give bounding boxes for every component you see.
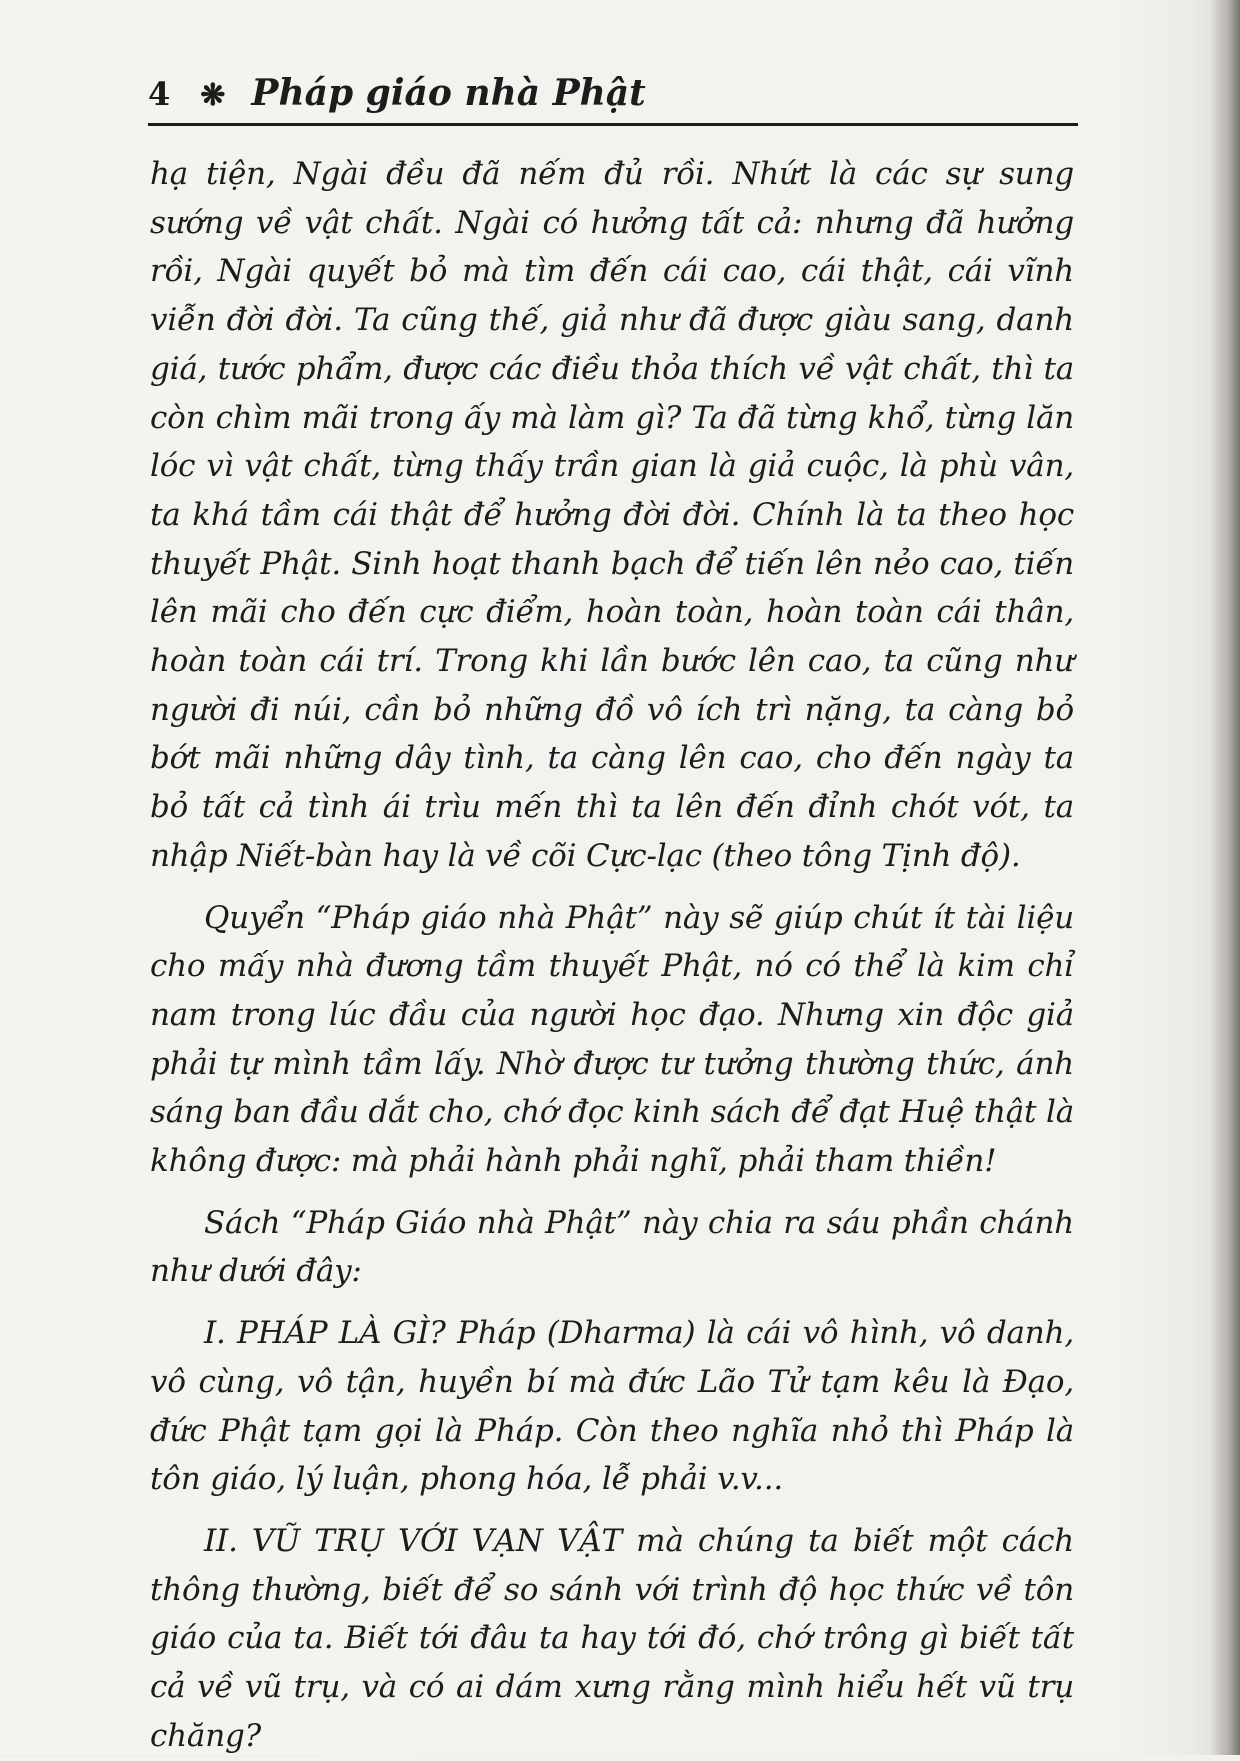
paragraph-continuation: hạ tiện, Ngài đều đã nếm đủ rồi. Nhứt là các sự sung sướng về vật chất. Ngài có hưởng tất cả: nhưng đã hưởng rồi, Ngài quyết bỏ mà tìm đến cái cao, cái thật, cái vĩnh viễn đời đời. Ta cũng thế, giả như đã được giàu sang, danh giá, tước phẩm, được các điều thỏa thích về vật chất, thì ta còn chìm mãi trong ấy mà làm gì? Ta đã từng khổ, từng lăn lóc vì vật chất, từng thấy trần gian là giả cuộc, là phù vân, ta khá tầm cái thật để hưởng đời đời. Chính là ta theo học thuyết Phật. Sinh hoạt thanh bạch để tiến lên nẻo cao, tiến lên mãi cho đến cực điểm, hoàn toàn, hoàn toàn cái thân, hoàn toàn cái trí. Trong khi lần bước lên cao, ta cũng như người đi núi, cần bỏ những đồ vô ích trì nặng, ta càng bỏ bớt mãi những dây tình, ta càng lên cao, cho đến ngày ta bỏ tất cả tình ái trìu mến thì ta lên đến đỉnh chót vót, ta nhập Niết-bàn hay là về cõi Cực-lạc (theo tông Tịnh độ). xyxy=(150,156,1074,874)
paragraph-part-two: II. VŨ TRỤ VỚI VẠN VẬT mà chúng ta biết một cách thông thường, biết để so sánh với trình độ học thức về tôn giáo của ta. Biết tới đâu ta hay tới đó, chớ trông gì biết tất cả về vũ trụ, và có ai dám xưng rằng mình hiểu hết vũ trụ chăng? xyxy=(150,1522,1074,1754)
running-head xyxy=(148,72,1078,122)
book-title: Pháp giáo nhà Phật xyxy=(251,72,646,114)
paragraph-part-one: I. PHÁP LÀ GÌ? Pháp (Dharma) là cái vô hình, vô danh, vô cùng, vô tận, huyền bí mà đức Lão Tử tạm kêu là Đạo, đức Phật tạm gọi là Pháp. Còn theo nghĩa nhỏ thì Pháp là tôn giáo, lý luận, phong hóa, lễ phải v.v... xyxy=(150,1315,1074,1498)
body-text xyxy=(150,150,1074,1761)
page-number: 4 xyxy=(148,75,171,113)
header-rule xyxy=(148,123,1078,126)
paragraph-book-purpose: Quyển “Pháp giáo nhà Phật” này sẽ giúp chút ít tài liệu cho mấy nhà đương tầm thuyết Phật, nó có thể là kim chỉ nam trong lúc đầu của người học đạo. Nhưng xin độc giả phải tự mình tầm lấy. Nhờ được tư tưởng thường thức, ánh sáng ban đầu dắt cho, chớ đọc kinh sách để đạt Huệ thật là không được: mà phải hành phải nghĩ, phải tham thiền! xyxy=(150,899,1074,1180)
page-edge-shadow xyxy=(1210,0,1240,1755)
paragraph-book-structure: Sách “Pháp Giáo nhà Phật” này chia ra sáu phần chánh như dưới đây: xyxy=(150,1204,1074,1290)
ornament-asterisk-icon: ❋ xyxy=(200,78,226,113)
